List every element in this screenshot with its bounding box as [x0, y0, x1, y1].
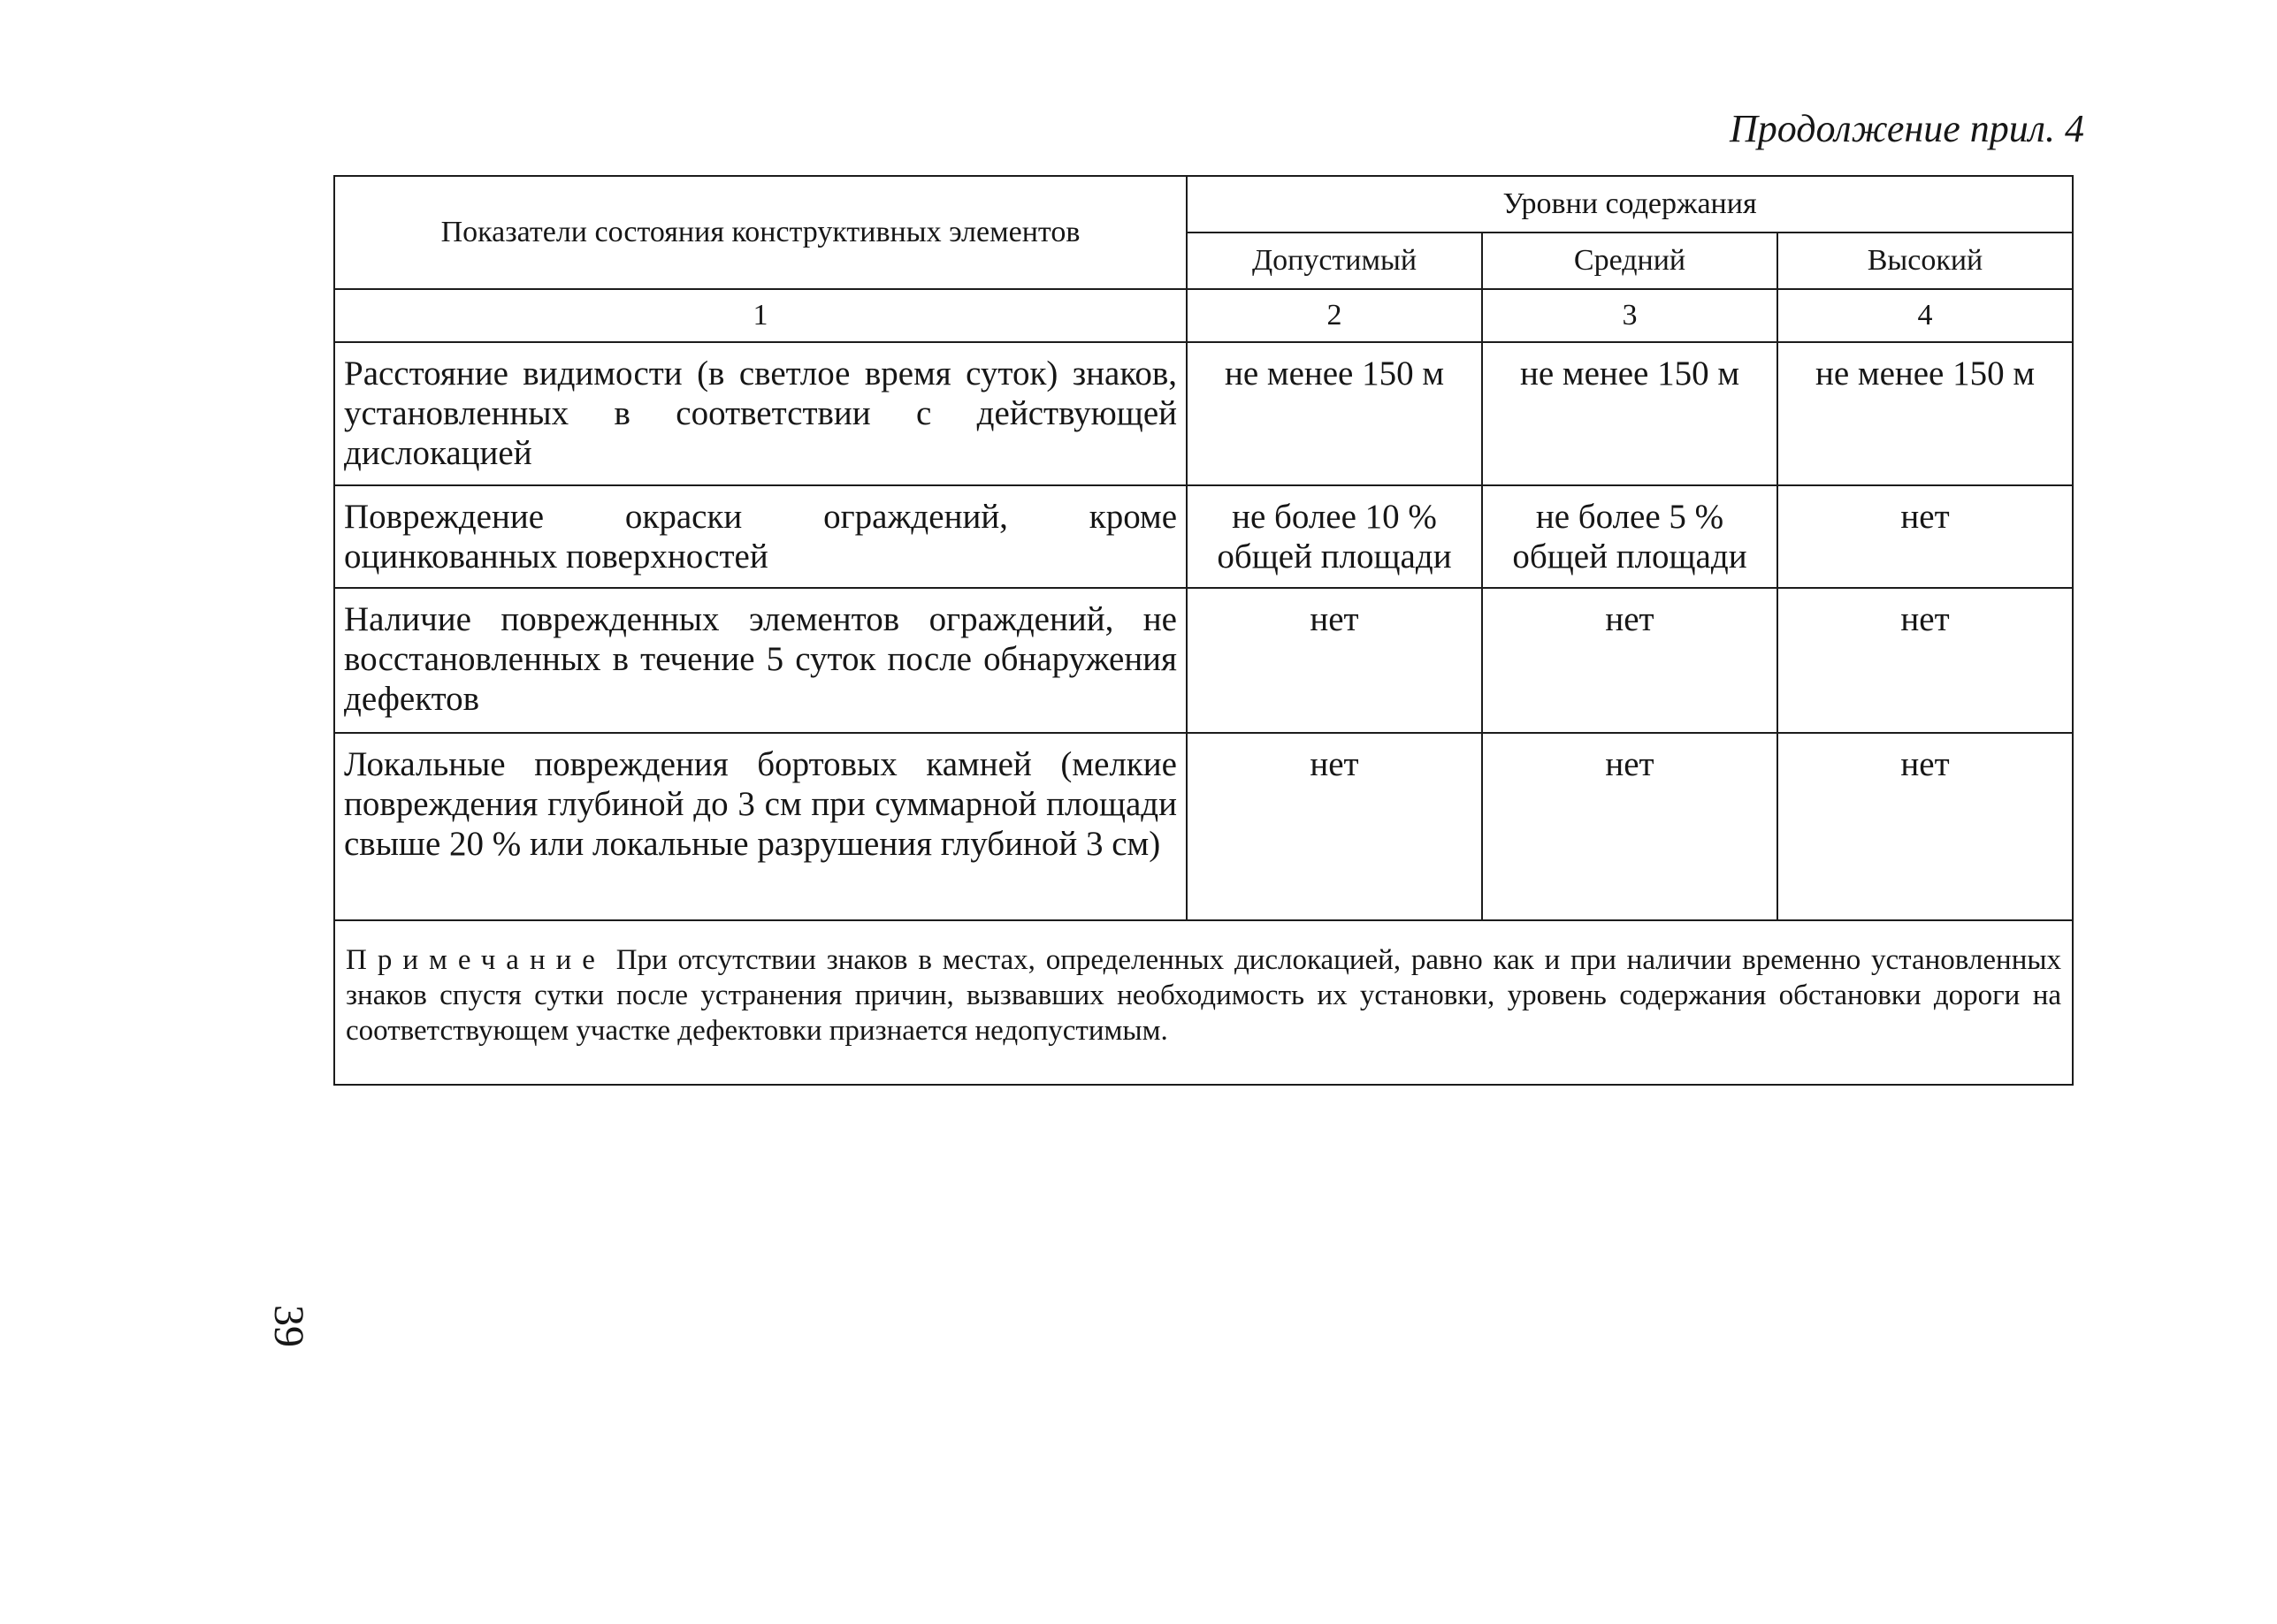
note-cell — [334, 920, 2073, 1085]
value-cell: не более 5 % общей площади — [1482, 485, 1777, 588]
value-cell: нет — [1482, 733, 1777, 920]
header-level-high: Высокий — [1777, 233, 2073, 289]
header-indicators: Показатели состояния конструктивных элементов — [334, 176, 1187, 289]
value-cell: не менее 150 м — [1187, 342, 1482, 485]
indicator-cell: Расстояние видимости (в светлое время суток) знаков, установленных в соответствии с действующей дислокацией — [334, 342, 1187, 485]
value-cell: нет — [1777, 485, 2073, 588]
column-number: 3 — [1482, 289, 1777, 342]
table-row — [334, 588, 2073, 733]
indicator-cell: Локальные повреждения бортовых камней (мелкие повреждения глубиной до 3 см при суммарной площади свыше 20 % или локальные разрушения глубиной 3 см) — [334, 733, 1187, 920]
column-number: 1 — [334, 289, 1187, 342]
maintenance-levels-table — [333, 175, 2074, 1086]
value-cell: нет — [1777, 733, 2073, 920]
value-cell: не более 10 % общей площади — [1187, 485, 1482, 588]
header-level-medium: Средний — [1482, 233, 1777, 289]
value-cell: нет — [1482, 588, 1777, 733]
indicator-cell: Повреждение окраски ограждений, кроме оцинкованных поверхностей — [334, 485, 1187, 588]
column-number: 2 — [1187, 289, 1482, 342]
value-cell: нет — [1777, 588, 2073, 733]
table-row — [334, 485, 2073, 588]
header-maintenance-levels: Уровни содержания — [1187, 176, 2073, 233]
value-cell: не менее 150 м — [1777, 342, 2073, 485]
table-row — [334, 733, 2073, 920]
note-label: Примечание — [346, 944, 606, 976]
column-number: 4 — [1777, 289, 2073, 342]
note-text: При отсутствии знаков в местах, определенных дислокацией, равно как и при наличии временно установленных знаков спустя сутки после устранения причин, вызвавших необходимость их установки, уровень содержания обстановки дороги на соответствующем участке дефектовки признается недопустимым. — [346, 944, 2062, 1047]
indicator-cell: Наличие поврежденных элементов ограждений, не восстановленных в течение 5 суток после обнаружения дефектов — [334, 588, 1187, 733]
header-level-permissible: Допустимый — [1187, 233, 1482, 289]
page-number: 39 — [265, 1305, 312, 1347]
continuation-header: Продолжение прил. 4 — [1730, 107, 2084, 150]
value-cell: не менее 150 м — [1482, 342, 1777, 485]
table-row — [334, 342, 2073, 485]
value-cell: нет — [1187, 733, 1482, 920]
value-cell: нет — [1187, 588, 1482, 733]
